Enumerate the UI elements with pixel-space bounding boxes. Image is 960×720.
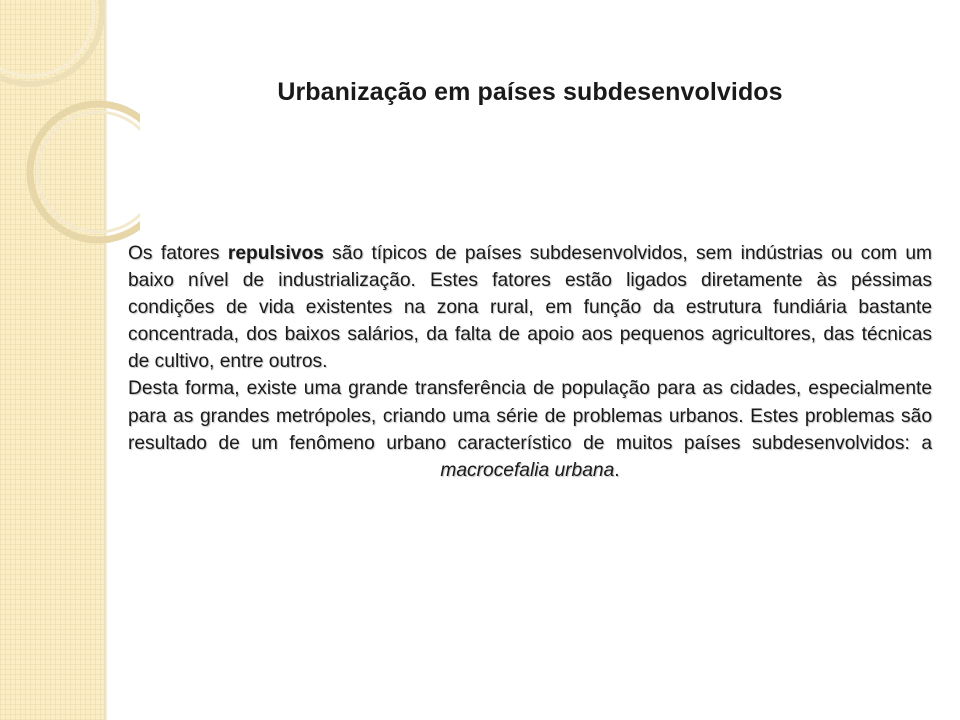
paragraph-2-text: Desta forma, existe uma grande transferência de população para as cidades, especialmente para as grandes metrópoles, criando uma série de problemas urbanos. Estes problemas são resultado de um fenômeno urbano característico de muitos países subdesenvolvidos: a [128,378,932,454]
body-text [128,240,932,484]
paragraph-1-bold-term: repulsivos [227,243,324,264]
decorative-ring-middle-inner [38,112,140,232]
paragraph-1 [128,240,932,375]
page-title: Urbanização em países subdesenvolvidos [277,78,783,106]
paragraph-1-rest: são típicos de países subdesenvolvidos, sem indústrias ou com um baixo nível de industrialização. Estes fatores estão ligados diretamente às péssimas condições de vida existentes na zona rural, em função da estrutura fundiária bastante concentrada, dos baixos salários, da falta de apoio aos pequenos agricultores, das técnicas de cultivo, entre outros. [128,243,932,373]
paragraph-2 [128,375,932,483]
decorative-ring-middle [30,104,140,240]
paragraph-2-end: . [614,459,620,481]
paragraph-1-prefix: Os fatores [128,243,228,264]
paragraph-2-italic-term: macrocefalia urbana [440,459,615,481]
decorative-rings-graphic [0,0,140,260]
